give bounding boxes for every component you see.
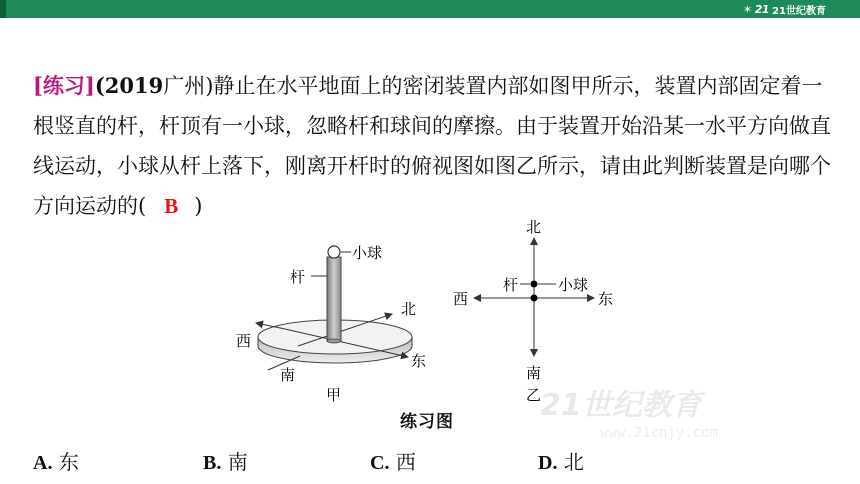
logo-runner-icon: ✶ bbox=[743, 2, 752, 16]
logo-text: 21世纪教育 bbox=[772, 5, 826, 17]
question-year: (2019 bbox=[94, 73, 164, 98]
figure-a-north-label: 北 bbox=[401, 300, 417, 318]
answer-mark: B bbox=[164, 194, 179, 218]
figure-b-north-label: 北 bbox=[526, 218, 542, 236]
option-d-letter: D. bbox=[538, 452, 558, 474]
figure-a-west-label: 西 bbox=[236, 332, 252, 350]
figure-b-ball-dot bbox=[531, 295, 538, 302]
figure-a-east-label: 东 bbox=[411, 352, 427, 370]
option-c-text: 西 bbox=[395, 450, 416, 474]
figure-a-rod-label: 杆 bbox=[290, 268, 306, 286]
figure-b-east-label: 东 bbox=[598, 290, 614, 308]
figure-b-rod-dot bbox=[531, 281, 538, 288]
option-a-letter: A. bbox=[33, 452, 53, 474]
figure-title: 练习图 bbox=[400, 412, 454, 432]
question-tag: [练习] bbox=[33, 73, 95, 98]
figure-a-rod bbox=[327, 257, 341, 341]
figure-a-caption: 甲 bbox=[326, 386, 342, 404]
watermark-url: www.21cnjy.com bbox=[600, 425, 719, 441]
option-d-text: 北 bbox=[563, 450, 584, 474]
option-d[interactable] bbox=[538, 446, 584, 475]
figure-b-topview bbox=[474, 238, 594, 356]
figure-a-device bbox=[256, 246, 412, 370]
option-b[interactable] bbox=[203, 446, 248, 475]
logo-mark: 21 bbox=[754, 2, 770, 16]
option-c[interactable] bbox=[370, 446, 416, 475]
figure-a-south-label: 南 bbox=[280, 366, 296, 384]
option-b-letter: B. bbox=[203, 452, 222, 474]
figure-b-west-label: 西 bbox=[453, 290, 469, 308]
figure-a-ball bbox=[328, 246, 340, 258]
figure-b-south-label: 南 bbox=[526, 364, 542, 382]
option-c-letter: C. bbox=[370, 452, 390, 474]
figure-a-ball-label: 小球 bbox=[352, 244, 383, 262]
figure-b-rod-label: 杆 bbox=[503, 276, 519, 294]
option-a[interactable] bbox=[33, 446, 79, 475]
figure-b-caption: 乙 bbox=[526, 386, 542, 404]
option-b-text: 南 bbox=[227, 450, 248, 474]
watermark-logo: 21世纪教育 bbox=[540, 388, 702, 423]
question-body: 广州)静止在水平地面上的密闭装置内部如图甲所示，装置内部固定着一根竖直的杆，杆顶有一小球，忽略杆和球间的摩擦。由于装置开始沿某一水平方向做直线运动，小球从杆上落下，刚离开杆时的俯视图如图乙所示，请由此判断装置是向哪个方向运动的( bbox=[33, 74, 831, 218]
option-a-text: 东 bbox=[58, 450, 79, 474]
question-close: ) bbox=[194, 194, 203, 218]
figure-b-ball-label: 小球 bbox=[558, 276, 589, 294]
